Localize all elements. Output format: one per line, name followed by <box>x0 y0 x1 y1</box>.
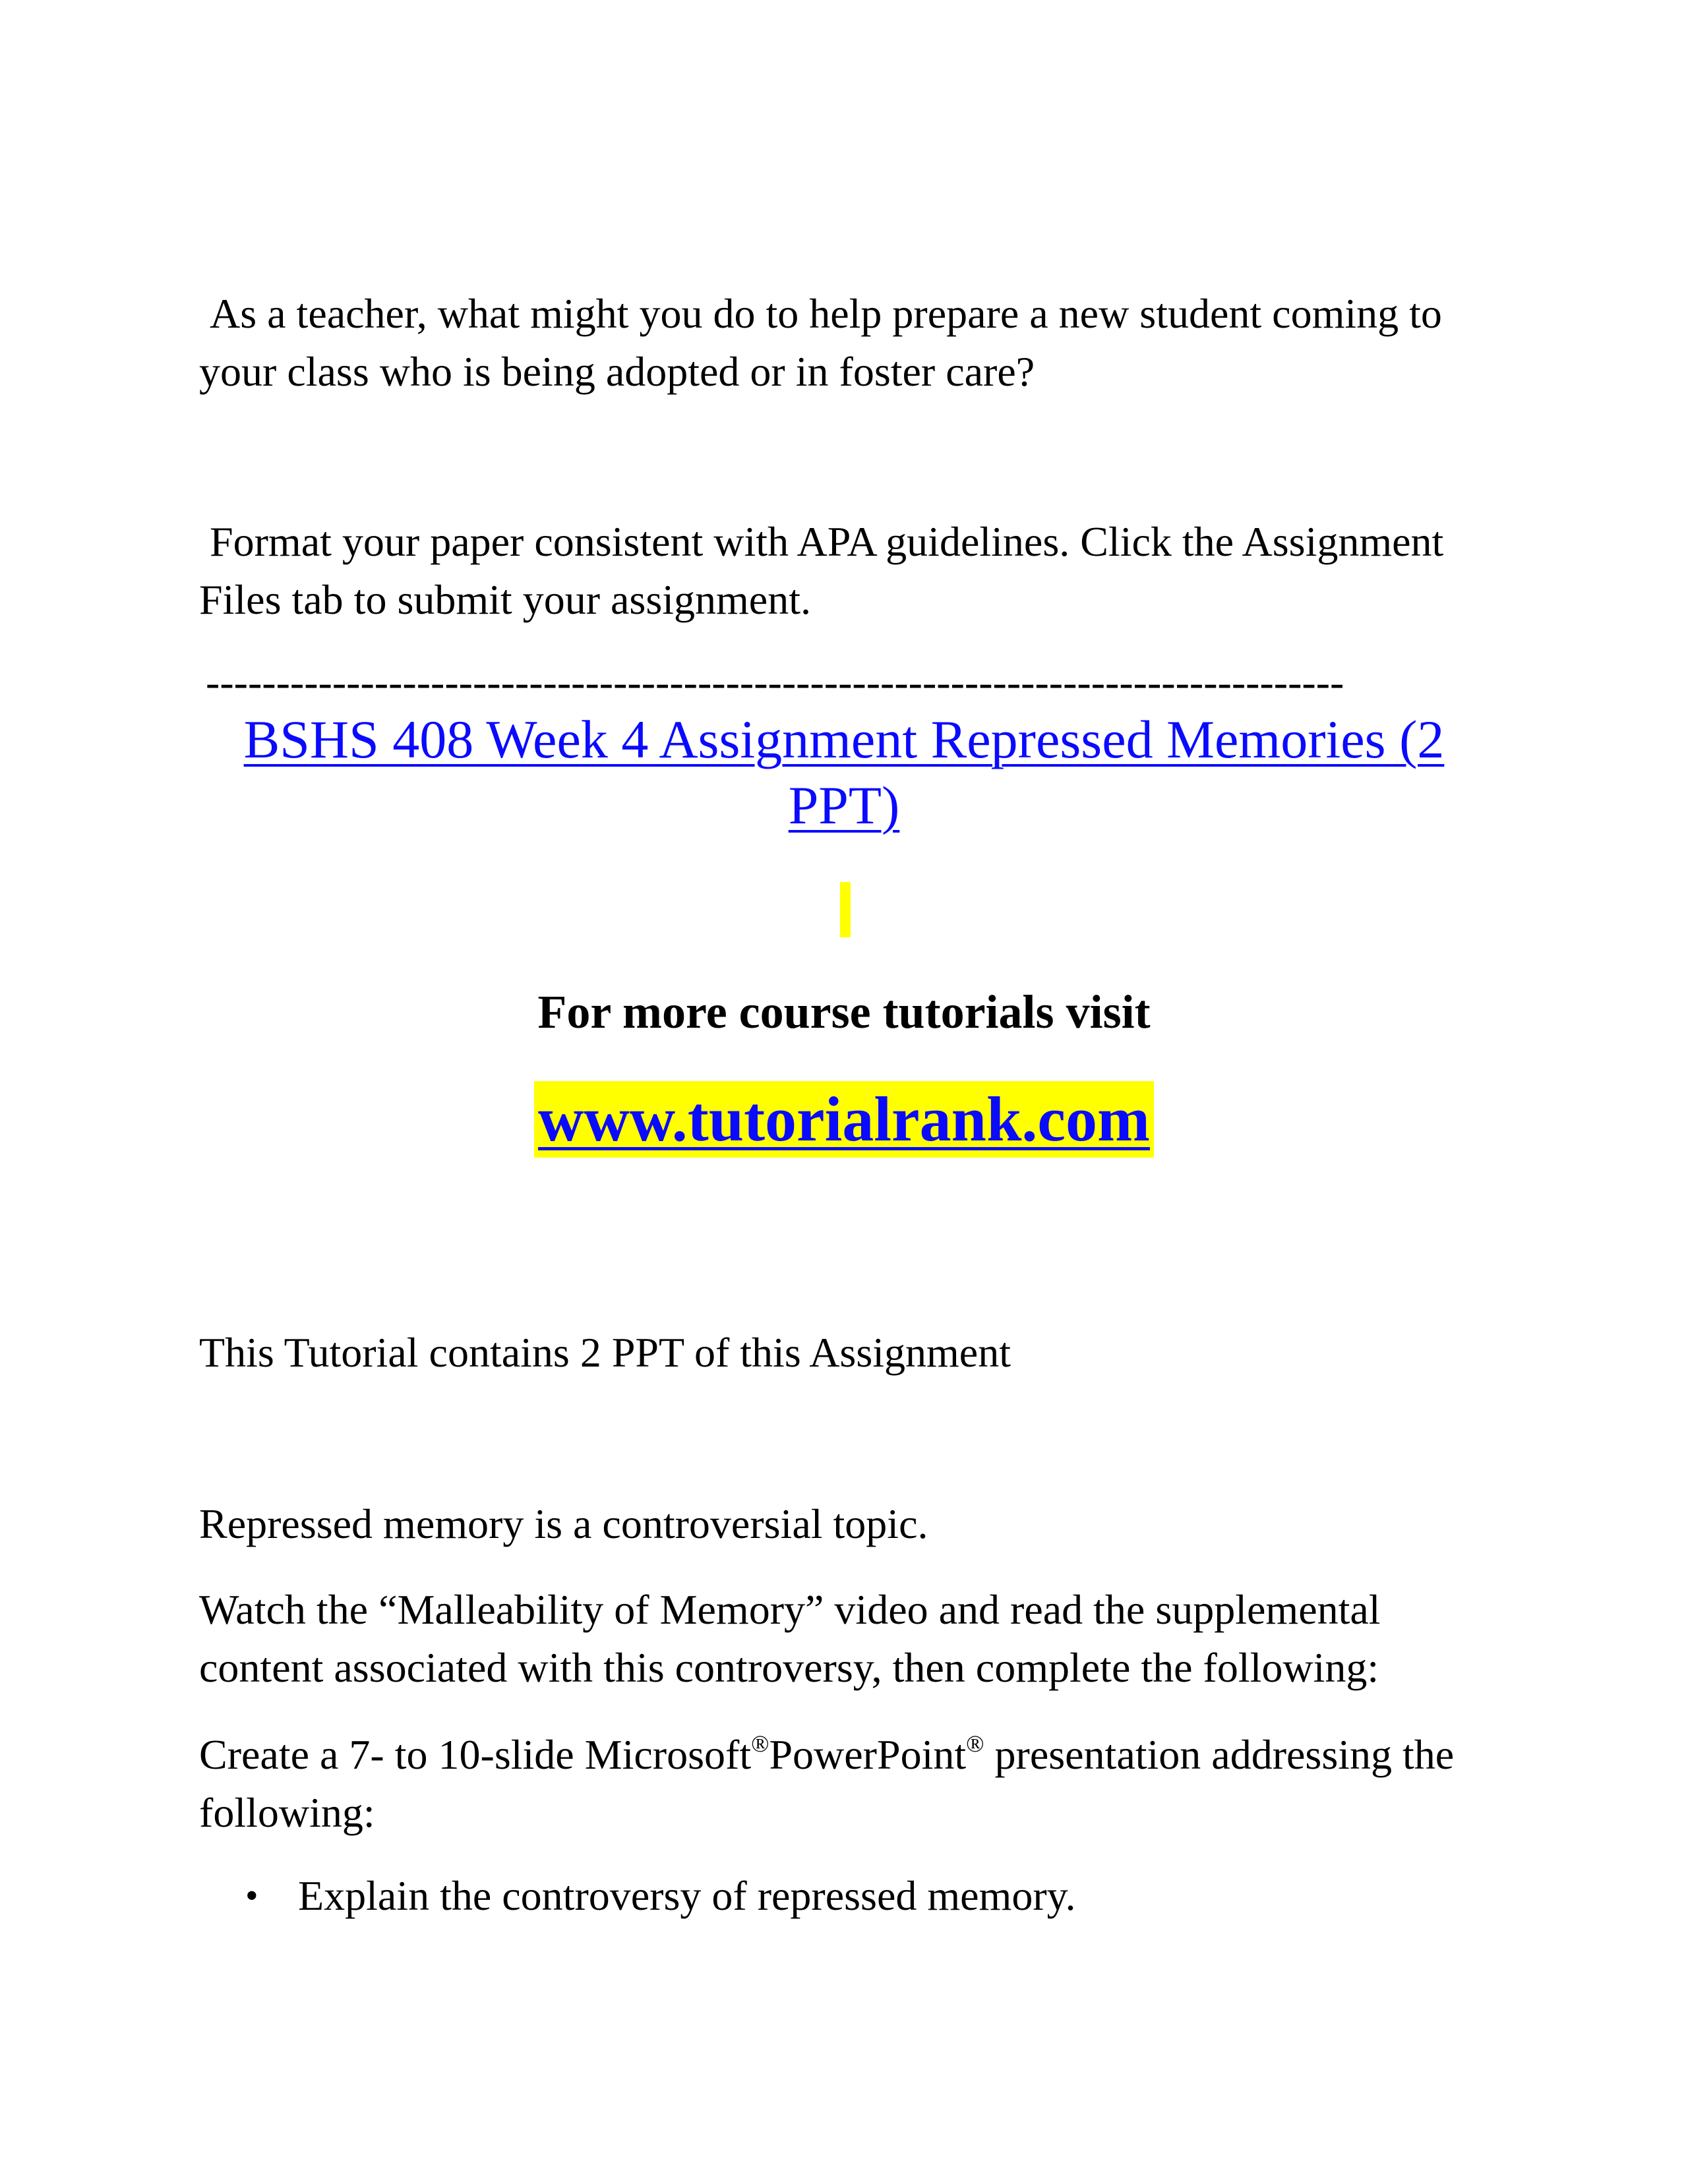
bullet-text: Explain the controversy of repressed memory. <box>298 1872 1076 1919</box>
course-tutorials-heading: For more course tutorials visit <box>537 986 1151 1038</box>
create-text-part-1: Create a 7- to 10-slide Microsoft <box>199 1731 752 1778</box>
site-link-wrapper <box>198 1081 1490 1158</box>
dashed-divider: --------------------------------------------------------------------------------- <box>206 659 1344 705</box>
create-text-part-2: PowerPoint <box>769 1731 967 1778</box>
repressed-topic-paragraph: Repressed memory is a controversial topic. <box>199 1500 928 1547</box>
registered-mark-1: ® <box>751 1730 769 1757</box>
assignment-title-link[interactable] <box>198 707 1490 839</box>
create-presentation-paragraph <box>199 1726 1492 1842</box>
watch-video-paragraph: Watch the “Malleability of Memory” video and read the supplemental content associated with this controversy, then complete the following: <box>199 1586 1381 1691</box>
registered-mark-2: ® <box>966 1730 984 1757</box>
highlight-marker <box>840 882 851 937</box>
tutorial-contains-paragraph: This Tutorial contains 2 PPT of this Assignment <box>199 1329 1011 1376</box>
format-instructions-paragraph: Format your paper consistent with APA guidelines. Click the Assignment Files tab to submit your assignment. <box>199 518 1444 623</box>
teacher-question-paragraph: As a teacher, what might you do to help prepare a new student coming to your class who is being adopted or in foster care? <box>199 290 1442 395</box>
tutorialrank-link[interactable]: www.tutorialrank.com <box>534 1081 1154 1158</box>
assignment-title-line-1: BSHS 408 Week 4 Assignment Repressed Memories (2 <box>243 709 1445 769</box>
create-text-part-3: presentation addressing the following: <box>199 1731 1455 1836</box>
assignment-title-line-2: PPT) <box>788 775 900 835</box>
bullet-icon: • <box>245 1875 258 1916</box>
